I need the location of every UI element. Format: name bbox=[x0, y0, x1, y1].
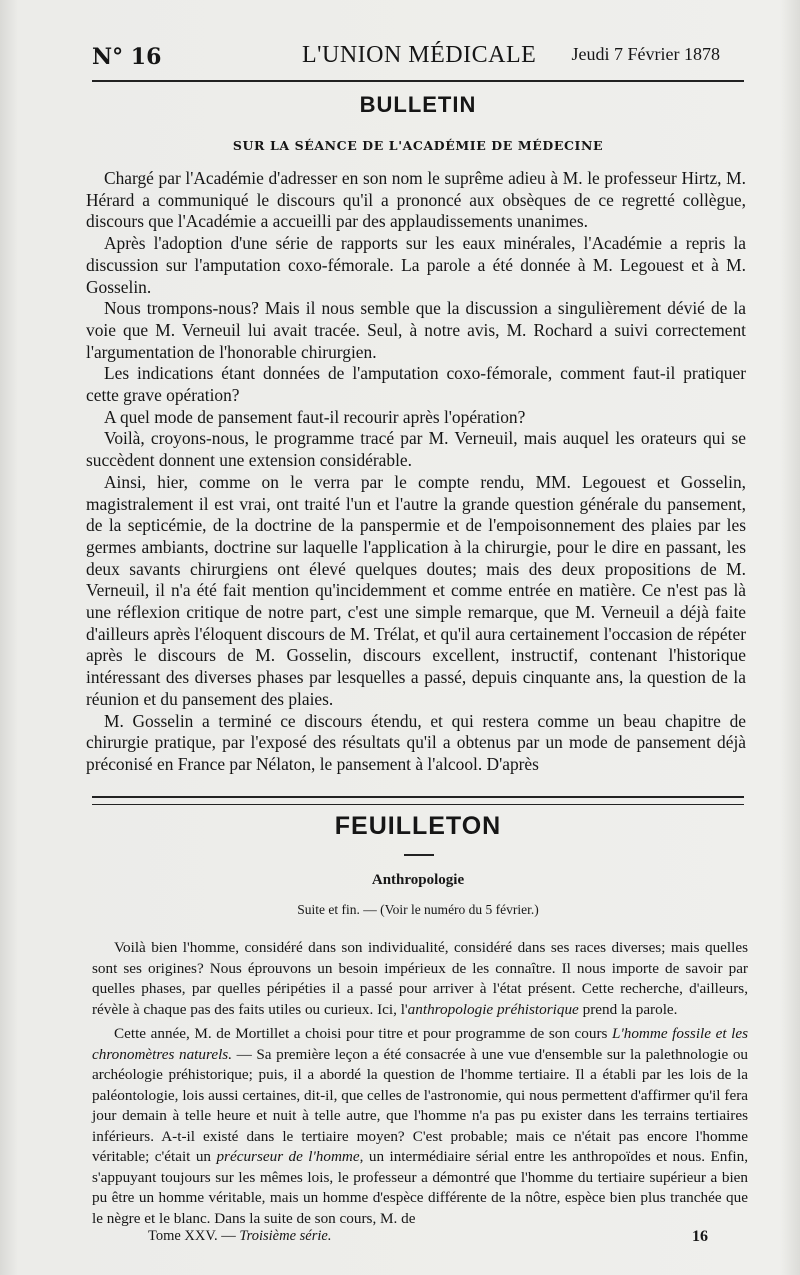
feuilleton-title: FEUILLETON bbox=[334, 812, 502, 840]
text-run: Voilà bien l'homme, considéré dans son individualité, considéré dans ses races diverses; mais quelles sont ses origines? Nous éprouvons un besoin impérieux de les connaître. Il nous importe de savoir par quelles phases, par quelles péripéties il a passé pour arriver à l'état présent. Cette recherche, d'ailleurs, révèle à chaque pas des faits utiles ou curieux. Ici, l' bbox=[92, 939, 748, 1018]
feuilleton-paragraph bbox=[92, 938, 748, 1020]
bulletin-paragraph: M. Gosselin a terminé ce discours étendu, et qui restera comme un beau chapitre de chirurgie pratique, par l'exposé des résultats qu'il a obtenus par un mode de pansement déjà préconisé en France par Nélaton, le pansement à l'alcool. D'après bbox=[86, 710, 746, 774]
section-title: Anthropologie bbox=[371, 872, 465, 888]
text-run: Cette année, M. de Mortillet a choisi pour titre et pour programme de son cours bbox=[114, 1025, 613, 1042]
bulletin-body bbox=[86, 168, 746, 776]
bulletin-paragraph: Les indications étant données de l'amputation coxo-fémorale, comment faut-il pratiquer cette grave opération? bbox=[86, 363, 746, 406]
bulletin-paragraph: A quel mode de pansement faut-il recourir après l'opération? bbox=[104, 406, 526, 427]
feuilleton-body bbox=[92, 938, 748, 1229]
issue-number: N° 16 bbox=[92, 44, 162, 70]
bulletin-paragraph: Chargé par l'Académie d'adresser en son nom le suprême adieu à M. le professeur Hirtz, M. Hérard a communiqué le discours qu'il a prononcé aux obsèques de ce regretté collègue, discours que l'Académie a accueilli par des applaudissements unanimes. bbox=[86, 168, 746, 232]
bulletin-paragraph: Après l'adoption d'une série de rapports sur les eaux minérales, l'Académie a repris la discussion sur l'amputation coxo-fémorale. La parole a été donnée à M. Legouest et à M. Gosselin. bbox=[86, 233, 746, 297]
journal-title: L'UNION MÉDICALE bbox=[302, 42, 537, 68]
section-divider bbox=[92, 796, 744, 805]
tome-label: Tome XXV. — bbox=[148, 1228, 240, 1244]
bulletin-paragraph: Nous trompons-nous? Mais il nous semble que la discussion a singulièrement dévié de la voie que M. Verneuil lui avait tracée. Seul, à notre avis, M. Rochard a suivi correctement l'argumentation de l'honorable chirurgien. bbox=[86, 298, 746, 362]
short-divider bbox=[404, 854, 434, 856]
feuilleton-paragraph bbox=[92, 1024, 748, 1229]
page-number: 16 bbox=[692, 1228, 708, 1245]
serie-label: Troisième série. bbox=[239, 1228, 332, 1244]
text-run: — Sa première leçon a été consacrée à une vue d'ensemble sur la palethnologie ou archéologie préhistorique; puis, il a abordé la question de l'homme tertiaire. Il a établi par les lois de la paléontologie, lois aussi certaines, dit-il, que celles de l'astronomie, qui nous permettent d'affirmer qu'il fera jour demain à telle heure et nuit à telle autre, que l'homme n'a pas pu exister dans les terrains tertiaires inférieurs. A-t-il existé dans le tertiaire moyen? C'est probable; mais ce n'était pas encore l'homme véritable; c'était un bbox=[92, 1045, 749, 1165]
bulletin-paragraph: Ainsi, hier, comme on le verra par le compte rendu, MM. Legouest et Gosselin, magistralement il est vrai, ont traité l'un et l'autre la grande question générale du pansement, de la septicémie, de la doctrine de la panspermie et de l'empoisonnement des plaies par les germes ambiants, doctrine sur laquelle l'application à la chirurgie, pour le dire en passant, les deux savants chirurgiens ont élevé quelques doutes; mais des deux propositions de M. Verneuil, il n'a été fait mention qu'incidemment et comme entrée en matière. Ce n'est pas là une réflexion critique de notre part, c'est une simple remarque, que M. Verneuil a déjà faite d'ailleurs après l'éloquent discours de M. Trélat, et qu'il aura certainement l'occasion de répéter après le discours de M. Gosselin, discours excellent, instructif, contenant l'historique intéressant des diverses phases par lesquelles a passé, depuis cinquante ans, la question de la réunion et du pansement des plaies. bbox=[86, 471, 746, 709]
italic-run: L'homme fossile et les chronomètres naturels. bbox=[92, 1025, 748, 1063]
italic-run: anthropologie préhistorique bbox=[407, 1000, 579, 1018]
text-run: prend la parole. bbox=[578, 1000, 678, 1018]
issue-date: Jeudi 7 Février 1878 bbox=[571, 44, 720, 64]
bulletin-subtitle: SUR LA SÉANCE DE L'ACADÉMIE DE MÉDECINE bbox=[232, 138, 604, 153]
bulletin-title: BULLETIN bbox=[359, 92, 477, 117]
volume-info bbox=[148, 1228, 331, 1245]
italic-run: précurseur de l'homme bbox=[216, 1148, 360, 1165]
text-run: , un intermédiaire sérial entre les anthropoïdes et nous. Enfin, s'appuyant toujours sur les mêmes lois, le professeur a démontré que l'homme du tertiaire supérieur a bien pu être un homme véritable, mais un homme d'espèce différente de la nôtre, espèce bien plus tranchée que le nègre et le blanc. Dans la suite de son cours, M. de bbox=[92, 1148, 749, 1227]
bulletin-paragraph: Voilà, croyons-nous, le programme tracé par M. Verneuil, mais auquel les orateurs qui se succèdent donnent une extension considérable. bbox=[86, 428, 746, 471]
continuation-note: Suite et fin. — (Voir le numéro du 5 février.) bbox=[297, 902, 539, 917]
page-header bbox=[92, 38, 744, 82]
